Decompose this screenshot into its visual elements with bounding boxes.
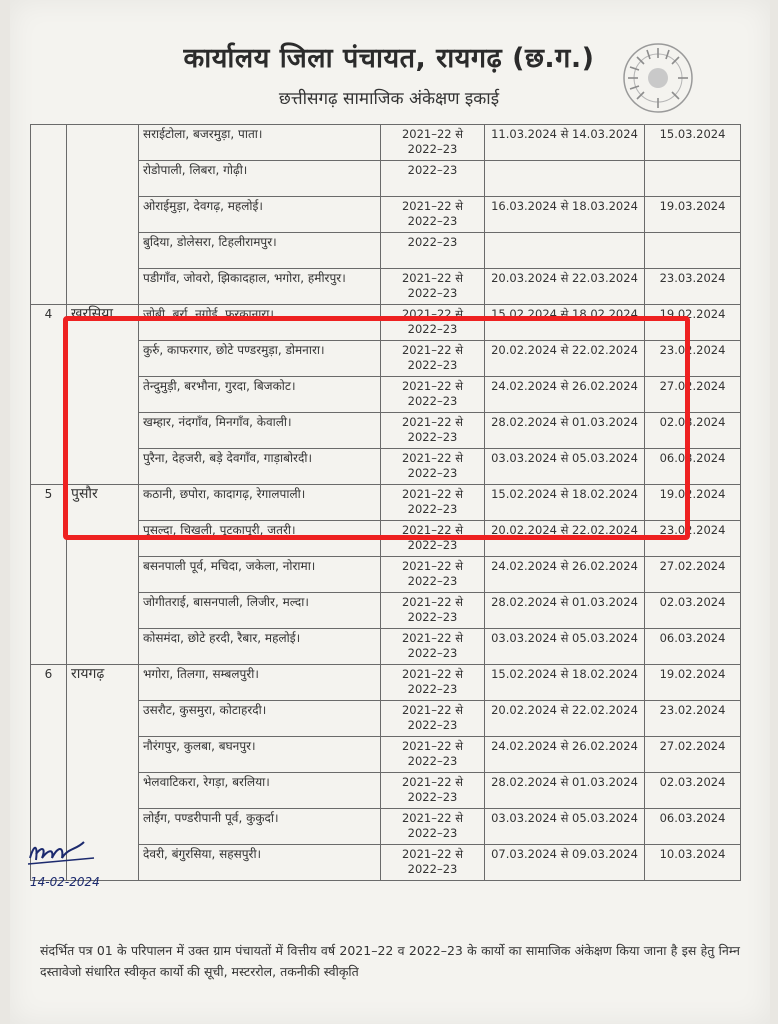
financial-years: 2021–22 से 2022–23: [381, 629, 485, 665]
svg-text:14-02-2024: 14-02-2024: [30, 875, 100, 889]
gram-sabha-date: [645, 161, 741, 197]
block-serial-number: 4: [31, 305, 67, 485]
gram-sabha-date: 02.03.2024: [645, 593, 741, 629]
financial-years: 2021–22 से 2022–23: [381, 665, 485, 701]
gram-sabha-date: 19.02.2024: [645, 485, 741, 521]
gram-panchayat-list: नौरंगपुर, कुलबा, बघनपुर।: [139, 737, 381, 773]
audit-period: 16.03.2024 से 18.03.2024: [485, 197, 645, 233]
audit-period: 20.02.2024 से 22.02.2024: [485, 341, 645, 377]
gram-sabha-date: 19.02.2024: [645, 305, 741, 341]
gram-panchayat-list: लोईंग, पण्डरीपानी पूर्व, कुकुर्दा।: [139, 809, 381, 845]
financial-years: 2021–22 से 2022–23: [381, 305, 485, 341]
gram-panchayat-list: पुरैना, देहजरी, बड़े देवगाँव, गाड़ाबोरदी।: [139, 449, 381, 485]
audit-period: 11.03.2024 से 14.03.2024: [485, 125, 645, 161]
emblem-logo-icon: [620, 40, 696, 116]
financial-years: 2021–22 से 2022–23: [381, 593, 485, 629]
gram-sabha-date: 02.03.2024: [645, 413, 741, 449]
gram-panchayat-list: देवरी, बंगुरसिया, सहसपुरी।: [139, 845, 381, 881]
gram-panchayat-list: बुदिया, डोलेसरा, टिहलीरामपुर।: [139, 233, 381, 269]
audit-period: 20.03.2024 से 22.03.2024: [485, 269, 645, 305]
gram-sabha-date: 23.02.2024: [645, 341, 741, 377]
gram-sabha-date: [645, 233, 741, 269]
table-row: [31, 665, 741, 701]
financial-years: 2021–22 से 2022–23: [381, 557, 485, 593]
audit-period: 03.03.2024 से 05.03.2024: [485, 449, 645, 485]
gram-sabha-date: 19.03.2024: [645, 197, 741, 233]
office-subtitle: छत्तीसगढ़ सामाजिक अंकेक्षण इकाई: [278, 89, 500, 109]
block-name: पुसौर: [67, 485, 139, 665]
audit-period: 24.02.2024 से 26.02.2024: [485, 377, 645, 413]
gram-sabha-date: 06.03.2024: [645, 449, 741, 485]
financial-years: 2021–22 से 2022–23: [381, 485, 485, 521]
financial-years: 2021–22 से 2022–23: [381, 809, 485, 845]
gram-panchayat-list: कठानी, छपोरा, कादागढ़, रेगालपाली।: [139, 485, 381, 521]
audit-period: 15.02.2024 से 18.02.2024: [485, 665, 645, 701]
financial-years: 2021–22 से 2022–23: [381, 269, 485, 305]
audit-period: 15.02.2024 से 18.02.2024: [485, 485, 645, 521]
financial-years: 2021–22 से 2022–23: [381, 737, 485, 773]
gram-panchayat-list: पडीगाँव, जोवरो, झिकादहाल, भगोरा, हमीरपुर।: [139, 269, 381, 305]
red-highlight-box: [63, 316, 690, 540]
handwritten-signature: [24, 836, 114, 896]
block-name: खरसिया: [67, 305, 139, 485]
audit-period: 20.02.2024 से 22.02.2024: [485, 701, 645, 737]
financial-years: 2021–22 से 2022–23: [381, 125, 485, 161]
gram-panchayat-list: भेलवाटिकरा, रेगड़ा, बरलिया।: [139, 773, 381, 809]
financial-years: 2021–22 से 2022–23: [381, 341, 485, 377]
audit-period: 28.02.2024 से 01.03.2024: [485, 593, 645, 629]
block-name: रायगढ़: [67, 665, 139, 881]
gram-sabha-date: 02.03.2024: [645, 773, 741, 809]
financial-years: 2022–23: [381, 161, 485, 197]
gram-sabha-date: 27.02.2024: [645, 377, 741, 413]
gram-sabha-date: 10.03.2024: [645, 845, 741, 881]
financial-years: 2022–23: [381, 233, 485, 269]
financial-years: 2021–22 से 2022–23: [381, 701, 485, 737]
audit-period: 24.02.2024 से 26.02.2024: [485, 557, 645, 593]
audit-period: 20.02.2024 से 22.02.2024: [485, 521, 645, 557]
audit-period: 07.03.2024 से 09.03.2024: [485, 845, 645, 881]
financial-years: 2021–22 से 2022–23: [381, 413, 485, 449]
audit-period: [485, 161, 645, 197]
gram-panchayat-list: खम्हार, नंदगाँव, मिनगाँव, केवाली।: [139, 413, 381, 449]
gram-sabha-date: 15.03.2024: [645, 125, 741, 161]
financial-years: 2021–22 से 2022–23: [381, 197, 485, 233]
financial-years: 2021–22 से 2022–23: [381, 845, 485, 881]
gram-panchayat-list: कुर्रु, काफरगार, छोटे पण्डरमुड़ा, डोमनारा।: [139, 341, 381, 377]
block-serial-number: [31, 125, 67, 305]
audit-period: 15.02.2024 से 18.02.2024: [485, 305, 645, 341]
audit-period: 28.02.2024 से 01.03.2024: [485, 413, 645, 449]
gram-sabha-date: 23.02.2024: [645, 521, 741, 557]
financial-years: 2021–22 से 2022–23: [381, 773, 485, 809]
gram-sabha-date: 27.02.2024: [645, 557, 741, 593]
office-title: कार्यालय जिला पंचायत, रायगढ़ (छ.ग.): [183, 43, 595, 74]
gram-panchayat-list: तेन्दुमुड़ी, बरभौना, गुरदा, बिजकोट।: [139, 377, 381, 413]
gram-sabha-date: 19.02.2024: [645, 665, 741, 701]
financial-years: 2021–22 से 2022–23: [381, 521, 485, 557]
gram-sabha-date: 06.03.2024: [645, 629, 741, 665]
gram-panchayat-list: पुसल्दा, चिखली, पुटकापुरी, जतरी।: [139, 521, 381, 557]
gram-panchayat-list: सराईटोला, बजरमुड़ा, पाता।: [139, 125, 381, 161]
gram-panchayat-list: भगोरा, तिलगा, सम्बलपुरी।: [139, 665, 381, 701]
audit-period: [485, 233, 645, 269]
block-serial-number: 5: [31, 485, 67, 665]
footer-paragraph: संदर्भित पत्र 01 के परिपालन में उक्त ग्राम पंचायतों में वित्तीय वर्ष 2021–22 व 2022–23 के कार्यो का सामाजिक अंकेक्षण किया जाना है इस हेतु निम्न दस्तावेजो संधारित स्वीकृत कार्यो की सूची, मस्टररोल, तकनीकी स्वीकृति: [40, 943, 740, 979]
block-name: [67, 125, 139, 305]
gram-sabha-date: 23.03.2024: [645, 269, 741, 305]
table-row: [31, 125, 741, 161]
block-serial-number: 6: [31, 665, 67, 881]
audit-period: 03.03.2024 से 05.03.2024: [485, 629, 645, 665]
gram-panchayat-list: उसरौट, कुसमुरा, कोटाहरदी।: [139, 701, 381, 737]
gram-sabha-date: 06.03.2024: [645, 809, 741, 845]
gram-panchayat-list: जोबी, बर्रा, नगोई, फरकानारा।: [139, 305, 381, 341]
audit-period: 24.02.2024 से 26.02.2024: [485, 737, 645, 773]
gram-panchayat-list: बसनपाली पूर्व, मचिदा, जकेला, नोरामा।: [139, 557, 381, 593]
financial-years: 2021–22 से 2022–23: [381, 449, 485, 485]
gram-panchayat-list: रोडोपाली, लिबरा, गोढ़ी।: [139, 161, 381, 197]
gram-panchayat-list: ओराईमुड़ा, देवगढ़, महलोई।: [139, 197, 381, 233]
gram-sabha-date: 27.02.2024: [645, 737, 741, 773]
audit-period: 28.02.2024 से 01.03.2024: [485, 773, 645, 809]
gram-sabha-date: 23.02.2024: [645, 701, 741, 737]
gram-panchayat-list: कोसमंदा, छोटे हरदी, रैबार, महलोई।: [139, 629, 381, 665]
financial-years: 2021–22 से 2022–23: [381, 377, 485, 413]
audit-period: 03.03.2024 से 05.03.2024: [485, 809, 645, 845]
gram-panchayat-list: जोगीतराई, बासनपाली, लिजीर, मल्दा।: [139, 593, 381, 629]
